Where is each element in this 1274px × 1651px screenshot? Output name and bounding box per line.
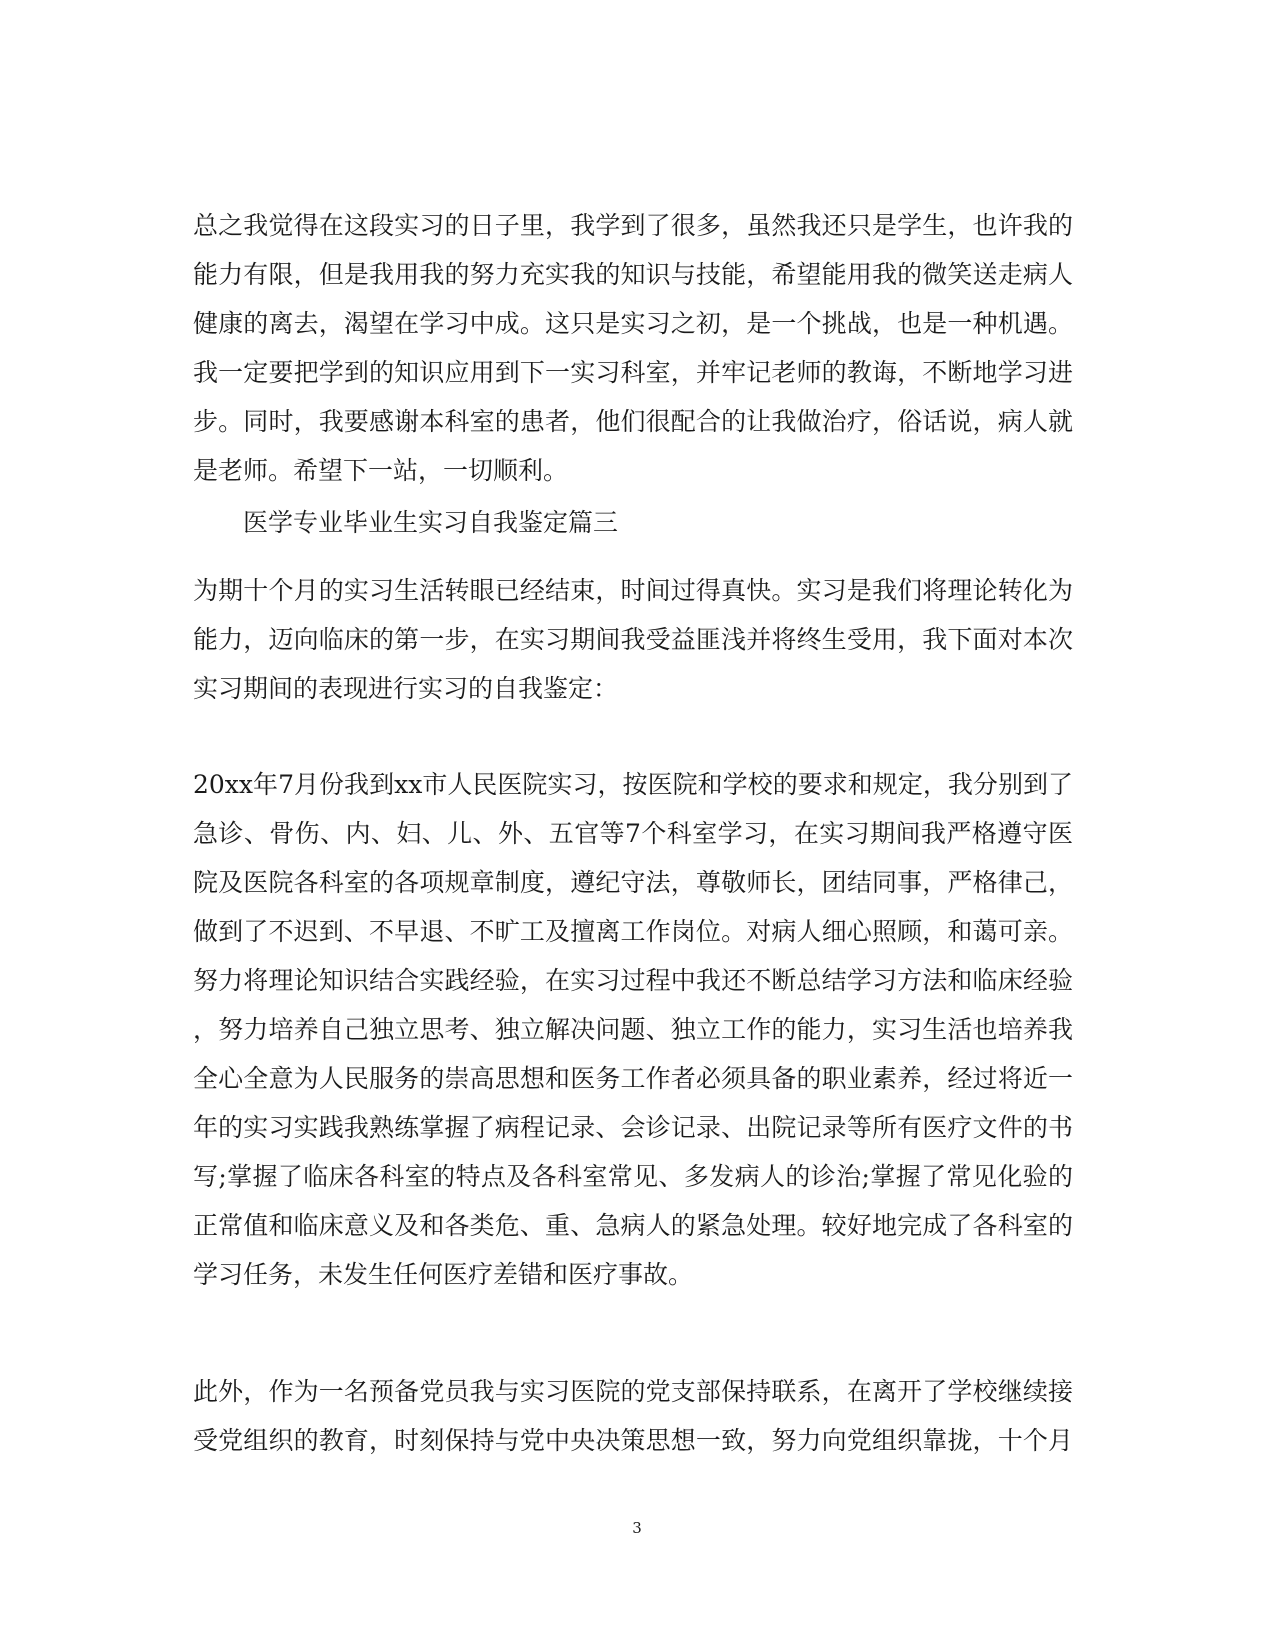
text-line: 实习期间的表现进行实习的自我鉴定： — [193, 674, 619, 703]
text-line: 为期十个月的实习生活转眼已经结束，时间过得真快。实习是我们将理论转化为 — [193, 576, 1073, 605]
text-line: 能力，迈向临床的第一步，在实习期间我受益匪浅并将终生受用，我下面对本次 — [193, 625, 1073, 654]
text-line: 年的实习实践我熟练掌握了病程记录、会诊记录、出院记录等所有医疗文件的书 — [193, 1113, 1073, 1142]
text-line: 急诊、骨伤、内、妇、儿、外、五官等7个科室学习，在实习期间我严格遵守医 — [193, 819, 1073, 848]
text-line: 受党组织的教育，时刻保持与党中央决策思想一致，努力向党组织靠拢，十个月 — [193, 1426, 1073, 1455]
text-line: 步。同时，我要感谢本科室的患者，他们很配合的让我做治疗，俗话说，病人就 — [193, 407, 1073, 436]
text-line: 20xx年7月份我到xx市人民医院实习，按医院和学校的要求和规定，我分别到了 — [193, 770, 1073, 799]
text-line: 做到了不迟到、不早退、不旷工及擅离工作岗位。对病人细心照顾，和蔼可亲。 — [193, 917, 1073, 946]
text-line: 能力有限，但是我用我的努力充实我的知识与技能，希望能用我的微笑送走病人 — [193, 260, 1073, 289]
paragraph-intro — [193, 566, 1073, 713]
text-line: 我一定要把学到的知识应用到下一实习科室，并牢记老师的教诲，不断地学习进 — [193, 358, 1073, 387]
text-line: 学习任务，未发生任何医疗差错和医疗事故。 — [193, 1260, 694, 1289]
text-line: ，努力培养自己独立思考、独立解决问题、独立工作的能力，实习生活也培养我 — [193, 1015, 1073, 1044]
paragraph-conclusion — [193, 201, 1073, 495]
text-line: 总之我觉得在这段实习的日子里，我学到了很多，虽然我还只是学生，也许我的 — [193, 211, 1073, 240]
text-line: 是老师。希望下一站，一切顺利。 — [193, 456, 569, 485]
paragraph-party-membership — [193, 1367, 1073, 1465]
text-line: 院及医院各科室的各项规章制度，遵纪守法，尊敬师长，团结同事，严格律己， — [193, 868, 1073, 897]
paragraph-internship-details — [193, 760, 1073, 1299]
text-line: 全心全意为人民服务的崇高思想和医务工作者必须具备的职业素养，经过将近一 — [193, 1064, 1073, 1093]
text-line: 此外，作为一名预备党员我与实习医院的党支部保持联系，在离开了学校继续接 — [193, 1377, 1073, 1406]
text-line: 努力将理论知识结合实践经验，在实习过程中我还不断总结学习方法和临床经验 — [193, 966, 1073, 995]
page-number: 3 — [632, 1519, 642, 1537]
text-line: 写;掌握了临床各科室的特点及各科室常见、多发病人的诊治;掌握了常见化验的 — [193, 1162, 1073, 1191]
text-line: 健康的离去，渴望在学习中成。这只是实习之初，是一个挑战，也是一种机遇。 — [193, 309, 1073, 338]
text-line: 正常值和临床意义及和各类危、重、急病人的紧急处理。较好地完成了各科室的 — [193, 1211, 1073, 1240]
section-heading: 医学专业毕业生实习自我鉴定篇三 — [243, 508, 619, 537]
